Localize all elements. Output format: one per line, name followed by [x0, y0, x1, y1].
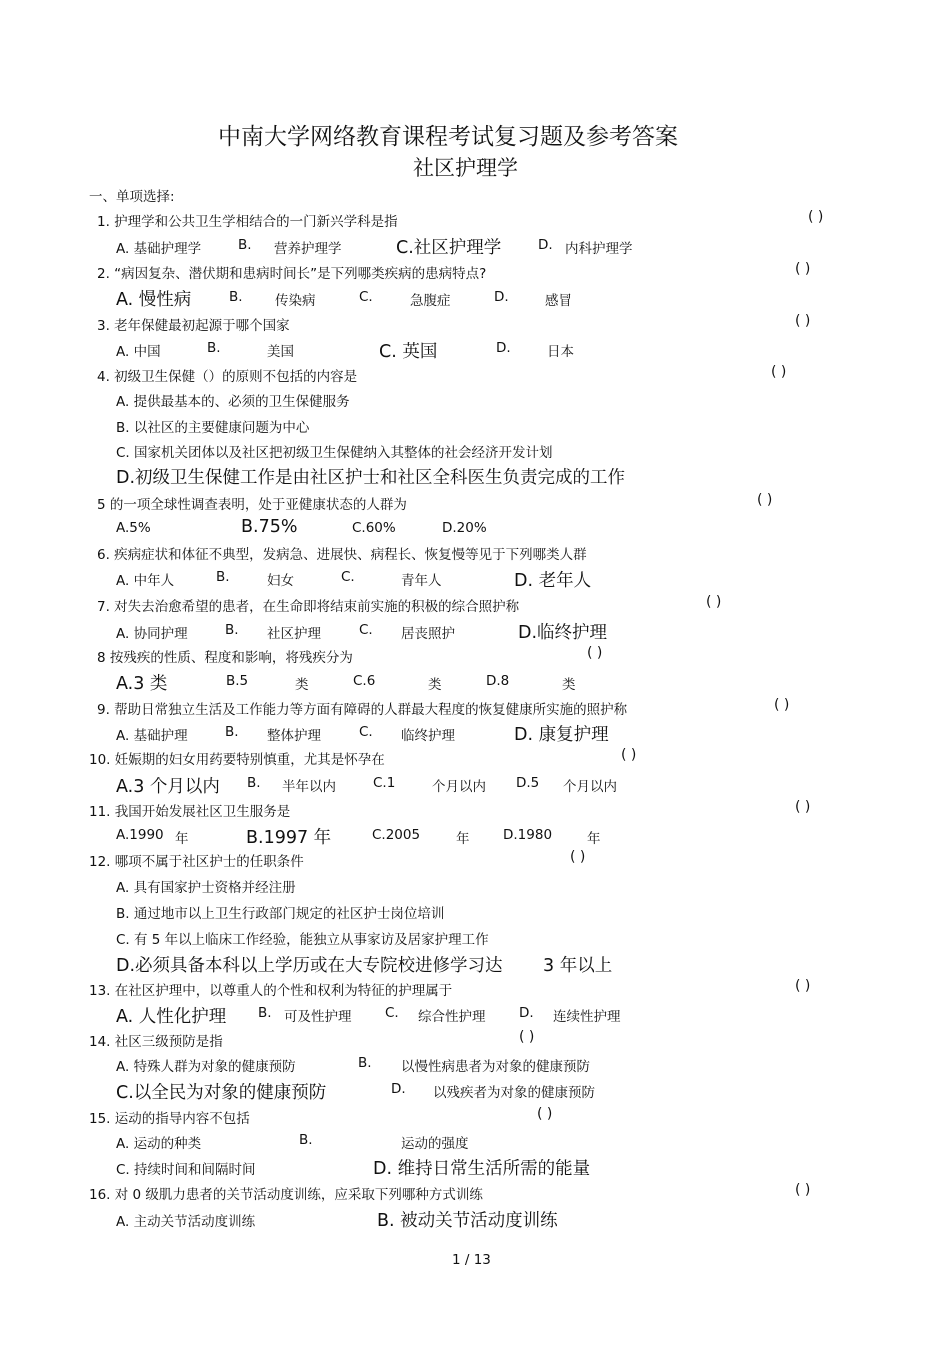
- option-6c-text: 青年人: [401, 573, 442, 589]
- option-8c-text: 类: [428, 677, 442, 693]
- option-13d-text: 连续性护理: [553, 1009, 621, 1025]
- option-1d-text: 内科护理学: [565, 241, 633, 257]
- option-7b-text: 社区护理: [267, 626, 321, 642]
- option-12a: A. 具有国家护士资格并经注册: [116, 880, 296, 896]
- option-4c: C. 国家机关团体以及社区把初级卫生保健纳入其整体的社会经济开发计划: [116, 445, 553, 461]
- section-heading: 一、单项选择:: [89, 189, 175, 205]
- option-10b-text: 半年以内: [282, 779, 336, 795]
- option-5c: C.60%: [352, 520, 396, 536]
- answer-blank-11: ( ): [795, 799, 811, 815]
- option-13c: C.: [385, 1005, 399, 1021]
- answer-blank-8: ( ): [587, 645, 603, 661]
- option-10d: D.5: [516, 775, 540, 791]
- option-8b-text: 类: [295, 677, 309, 693]
- option-16b: B. 被动关节活动度训练: [377, 1211, 558, 1231]
- option-3b: B.: [207, 340, 221, 356]
- question-15: 15. 运动的指导内容不包括: [89, 1111, 250, 1127]
- option-5b: B.75%: [241, 517, 298, 537]
- answer-blank-7: ( ): [706, 594, 722, 610]
- question-12: 12. 哪项不属于社区护士的任职条件: [89, 854, 304, 870]
- question-13: 13. 在社区护理中，以尊重人的个性和权利为特征的护理属于: [89, 983, 453, 999]
- question-4: 4. 初级卫生保健（）的原则不包括的内容是: [97, 369, 358, 385]
- answer-blank-3: ( ): [795, 313, 811, 329]
- answer-blank-10: ( ): [621, 747, 637, 763]
- option-11a: A.1990: [116, 827, 164, 843]
- question-7: 7. 对失去治愈希望的患者，在生命即将结束前实施的积极的综合照护称: [97, 599, 520, 615]
- option-14b-text: 以慢性病患者为对象的健康预防: [401, 1059, 590, 1075]
- answer-blank-2: ( ): [795, 261, 811, 277]
- option-6b-text: 妇女: [267, 573, 294, 589]
- option-9c-text: 临终护理: [401, 728, 455, 744]
- question-14: 14. 社区三级预防是指: [89, 1034, 223, 1050]
- page-title: 中南大学网络教育课程考试复习题及参考答案: [218, 124, 678, 150]
- option-8d: D.8: [486, 673, 510, 689]
- option-13b-text: 可及性护理: [284, 1009, 352, 1025]
- question-5: 5 的一项全球性调查表明，处于亚健康状态的人群为: [97, 497, 407, 513]
- option-1d: D.: [538, 237, 553, 253]
- option-2d-text: 感冒: [545, 293, 572, 309]
- option-3a: A. 中国: [116, 344, 161, 360]
- option-6d: D. 老年人: [514, 571, 592, 591]
- option-6c: C.: [341, 569, 355, 585]
- option-15b: B.: [299, 1132, 313, 1148]
- option-12b: B. 通过地市以上卫生行政部门规定的社区护士岗位培训: [116, 906, 445, 922]
- question-6: 6. 疾病症状和体征不典型，发病急、进展快、病程长、恢复慢等见于下列哪类人群: [97, 547, 587, 563]
- option-6a: A. 中年人: [116, 573, 175, 589]
- option-8b: B.5: [226, 673, 249, 689]
- option-1a: A. 基础护理学: [116, 241, 202, 257]
- option-2a: A. 慢性病: [116, 290, 192, 310]
- option-12d: D.必须具备本科以上学历或在大专院校进修学习达: [116, 956, 503, 976]
- option-10d-text: 个月以内: [563, 779, 617, 795]
- option-11c-text: 年: [456, 831, 470, 847]
- option-12c: C. 有 5 年以上临床工作经验，能独立从事家访及居家护理工作: [116, 932, 489, 948]
- page-number: 1 / 13: [452, 1252, 491, 1268]
- answer-blank-9: ( ): [774, 697, 790, 713]
- option-15b-text: 运动的强度: [401, 1136, 469, 1152]
- option-14d: D.: [391, 1081, 406, 1097]
- option-11a-text: 年: [175, 831, 189, 847]
- option-3b-text: 美国: [267, 344, 294, 360]
- question-11: 11. 我国开始发展社区卫生服务是: [89, 804, 291, 820]
- option-1b-text: 营养护理学: [274, 241, 342, 257]
- option-14a: A. 特殊人群为对象的健康预防: [116, 1059, 296, 1075]
- option-2d: D.: [494, 289, 509, 305]
- option-2c: C.: [359, 289, 373, 305]
- option-16a: A. 主动关节活动度训练: [116, 1214, 256, 1230]
- option-14b: B.: [358, 1055, 372, 1071]
- option-9b-text: 整体护理: [267, 728, 321, 744]
- question-1: 1. 护理学和公共卫生学相结合的一门新兴学科是指: [97, 214, 398, 230]
- option-13a: A. 人性化护理: [116, 1007, 227, 1027]
- option-10c-text: 个月以内: [432, 779, 486, 795]
- option-5d: D.20%: [442, 520, 487, 536]
- option-7d: D.临终护理: [518, 623, 608, 643]
- option-8a: A.3 类: [116, 674, 168, 694]
- option-9b: B.: [225, 724, 239, 740]
- option-13b: B.: [258, 1005, 272, 1021]
- question-10: 10. 妊娠期的妇女用药要特别慎重，尤其是怀孕在: [89, 752, 385, 768]
- option-7c-text: 居丧照护: [401, 626, 455, 642]
- option-11c: C.2005: [372, 827, 421, 843]
- option-4a: A. 提供最基本的、必须的卫生保健服务: [116, 394, 350, 410]
- question-16: 16. 对 0 级肌力患者的关节活动度训练，应采取下列哪种方式训练: [89, 1187, 483, 1203]
- option-15d: D. 维持日常生活所需的能量: [373, 1159, 591, 1179]
- answer-blank-5: ( ): [757, 492, 773, 508]
- option-11d: D.1980: [503, 827, 553, 843]
- option-2b: B.: [229, 289, 243, 305]
- option-12d-suffix: 3 年以上: [543, 956, 613, 976]
- answer-blank-14: ( ): [519, 1029, 535, 1045]
- question-8: 8 按残疾的性质、程度和影响，将残疾分为: [97, 650, 353, 666]
- option-11b: B.1997 年: [246, 828, 332, 848]
- option-15c: C. 持续时间和间隔时间: [116, 1162, 256, 1178]
- question-3: 3. 老年保健最初起源于哪个国家: [97, 318, 290, 334]
- option-6b: B.: [216, 569, 230, 585]
- option-10b: B.: [247, 775, 261, 791]
- option-1b: B.: [238, 237, 252, 253]
- option-7c: C.: [359, 622, 373, 638]
- option-13c-text: 综合性护理: [418, 1009, 486, 1025]
- option-10a: A.3 个月以内: [116, 777, 220, 797]
- answer-blank-4: ( ): [771, 364, 787, 380]
- answer-blank-16: ( ): [795, 1182, 811, 1198]
- option-8c: C.6: [353, 673, 376, 689]
- option-4d: D.初级卫生保健工作是由社区护士和社区全科医生负责完成的工作: [116, 468, 626, 488]
- option-9c: C.: [359, 724, 373, 740]
- option-15a: A. 运动的种类: [116, 1136, 202, 1152]
- option-2c-text: 急腹症: [410, 293, 451, 309]
- question-2: 2. “病因复杂、潜伏期和患病时间长”是下列哪类疾病的患病特点?: [97, 266, 487, 282]
- page-subtitle: 社区护理学: [413, 156, 518, 180]
- option-10c: C.1: [373, 775, 396, 791]
- answer-blank-1: ( ): [808, 209, 824, 225]
- option-7a: A. 协同护理: [116, 626, 188, 642]
- option-5a: A.5%: [116, 520, 151, 536]
- option-14d-text: 以残疾者为对象的健康预防: [433, 1085, 595, 1101]
- question-9: 9. 帮助日常独立生活及工作能力等方面有障碍的人群最大程度的恢复健康所实施的照护称: [97, 702, 628, 718]
- answer-blank-15: ( ): [537, 1106, 553, 1122]
- option-7b: B.: [225, 622, 239, 638]
- option-1c: C.社区护理学: [396, 238, 502, 258]
- option-9a: A. 基础护理: [116, 728, 188, 744]
- option-2b-text: 传染病: [275, 293, 316, 309]
- option-8d-text: 类: [562, 677, 576, 693]
- option-11d-text: 年: [587, 831, 601, 847]
- option-9d: D. 康复护理: [514, 725, 609, 745]
- option-3d: D.: [496, 340, 511, 356]
- option-14c: C.以全民为对象的健康预防: [116, 1083, 327, 1103]
- answer-blank-13: ( ): [795, 978, 811, 994]
- option-4b: B. 以社区的主要健康问题为中心: [116, 420, 310, 436]
- option-3d-text: 日本: [547, 344, 574, 360]
- option-13d: D.: [519, 1005, 534, 1021]
- option-3c: C. 英国: [379, 342, 438, 362]
- answer-blank-12: ( ): [570, 849, 586, 865]
